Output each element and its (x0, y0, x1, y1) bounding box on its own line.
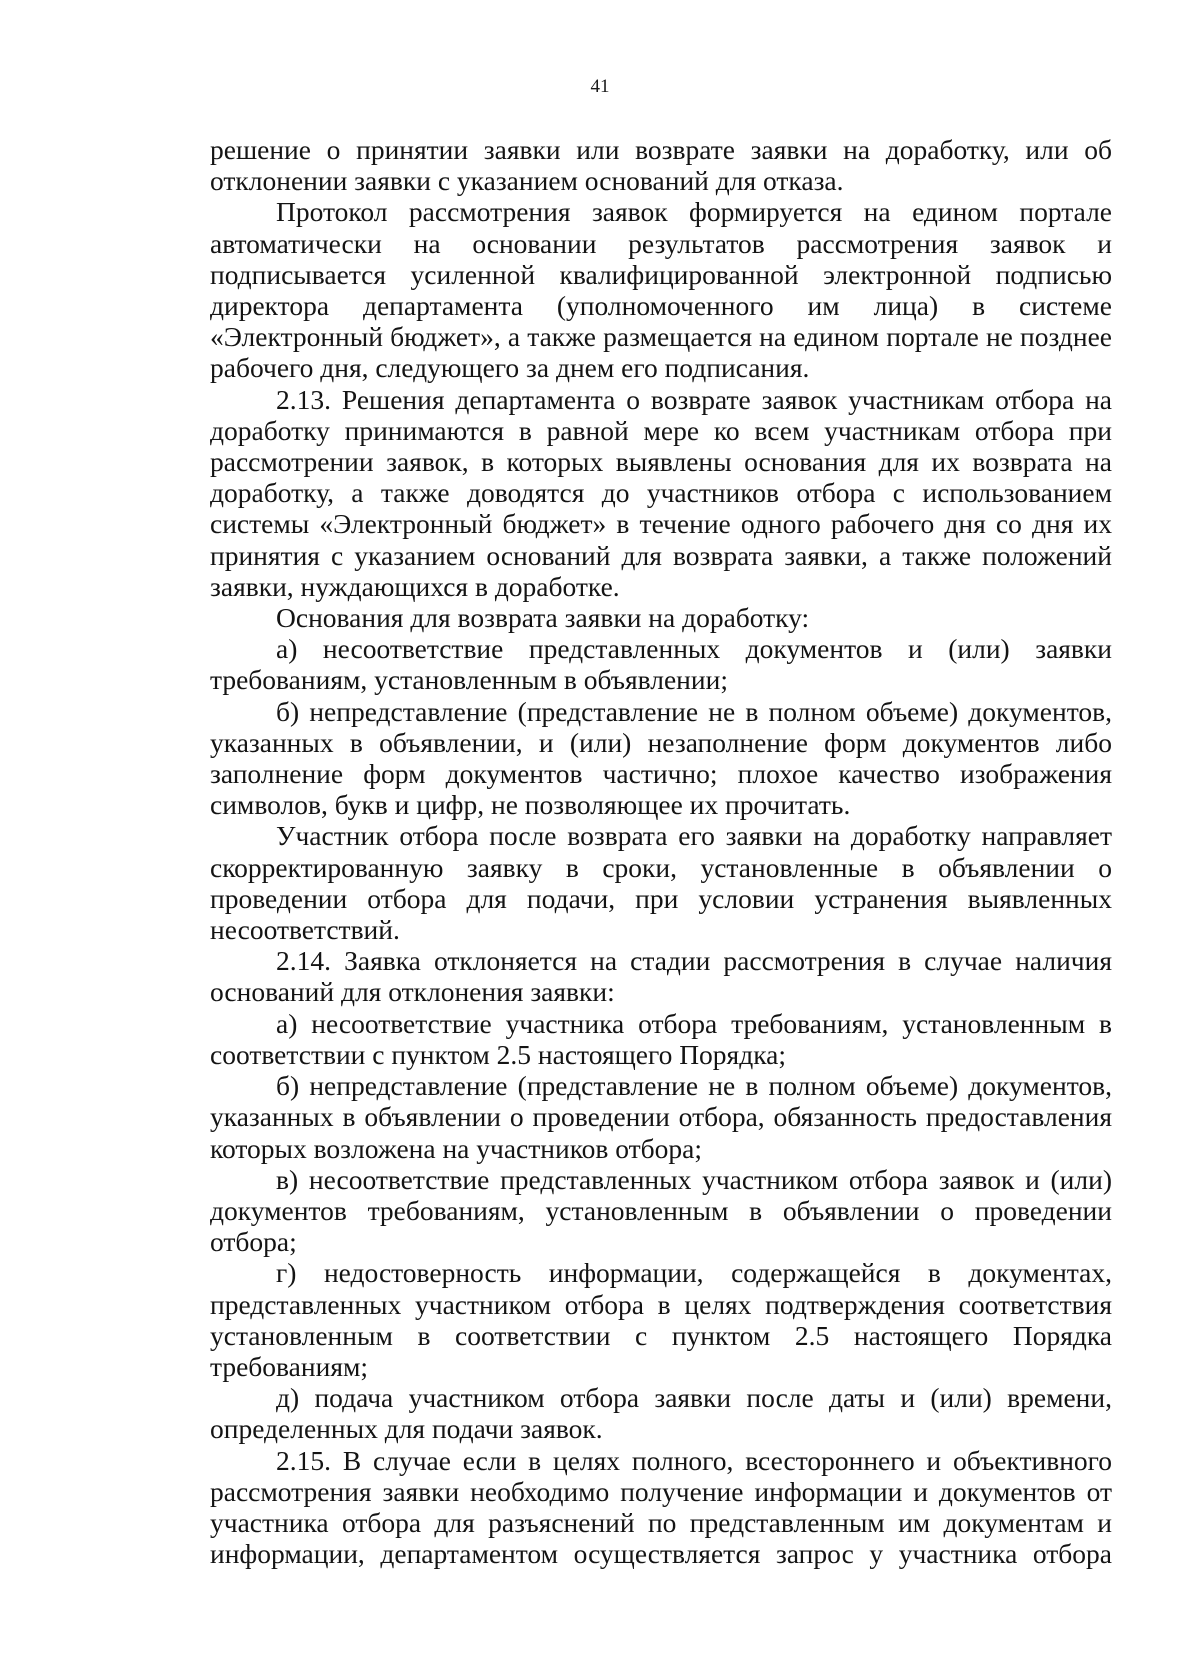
paragraph: 2.13. Решения департамента о возврате заявок участникам отбора на доработку принимаются в равной мере ко всем участникам отбора при рассмотрении заявок, в которых выявлены основания для их возврата на доработку, а также доводятся до участников отбора с использованием системы «Электронный бюджет» в течение одного рабочего дня со дня их принятия с указанием оснований для возврата заявки, а также положений заявки, нуждающихся в доработке. (210, 383, 1112, 602)
paragraph: а) несоответствие участника отбора требованиям, установленным в соответствии с пунктом 2.5 настоящего Порядка; (210, 1007, 1112, 1070)
paragraph: б) непредставление (представление не в полном объеме) документов, указанных в объявлении о проведении отбора, обязанность предоставления которых возложена на участников отбора; (210, 1070, 1112, 1164)
paragraph: Протокол рассмотрения заявок формируется на едином портале автоматически на основании результатов рассмотрения заявок и подписывается усиленной квалифицированной электронной подписью директора департамента (уполномоченного им лица) в системе «Электронный бюджет», а также размещается на едином портале не позднее рабочего дня, следующего за днем его подписания. (210, 196, 1112, 384)
paragraph: 2.15. В случае если в целях полного, всестороннего и объективного рассмотрения заявки необходимо получение информации и документов от участника отбора для разъяснений по представленным им документам и информации, департаментом осуществляется запрос у участника отбора (210, 1444, 1112, 1570)
paragraph: Основания для возврата заявки на доработку: (276, 602, 810, 634)
document-body (210, 134, 1112, 1569)
paragraph: в) несоответствие представленных участником отбора заявок и (или) документов требованиям, установленным в объявлении о проведении отбора; (210, 1163, 1112, 1258)
paragraph: 2.14. Заявка отклоняется на стадии рассмотрения в случае наличия оснований для отклонения заявки: (210, 945, 1112, 1008)
paragraph: а) несоответствие представленных документов и (или) заявки требованиям, установленным в объявлении; (210, 633, 1112, 696)
paragraph: д) подача участником отбора заявки после даты и (или) времени, определенных для подачи заявок. (210, 1382, 1112, 1445)
paragraph: решение о принятии заявки или возврате заявки на доработку, или об отклонении заявки с указанием оснований для отказа. (210, 134, 1112, 197)
page-number: 41 (590, 76, 610, 97)
paragraph: Участник отбора после возврата его заявки на доработку направляет скорректированную заявку в сроки, установленные в объявлении о проведении отбора для подачи, при условии устранения выявленных несоответствий. (210, 820, 1112, 946)
paragraph: г) недостоверность информации, содержащейся в документах, представленных участником отбора в целях подтверждения соответствия установленным в соответствии с пунктом 2.5 настоящего Порядка требованиям; (210, 1257, 1112, 1382)
paragraph: б) непредставление (представление не в полном объеме) документов, указанных в объявлении, и (или) незаполнение форм документов либо заполнение форм документов частично; плохое качество изображения символов, букв и цифр, не позволяющее их прочитать. (210, 695, 1112, 821)
